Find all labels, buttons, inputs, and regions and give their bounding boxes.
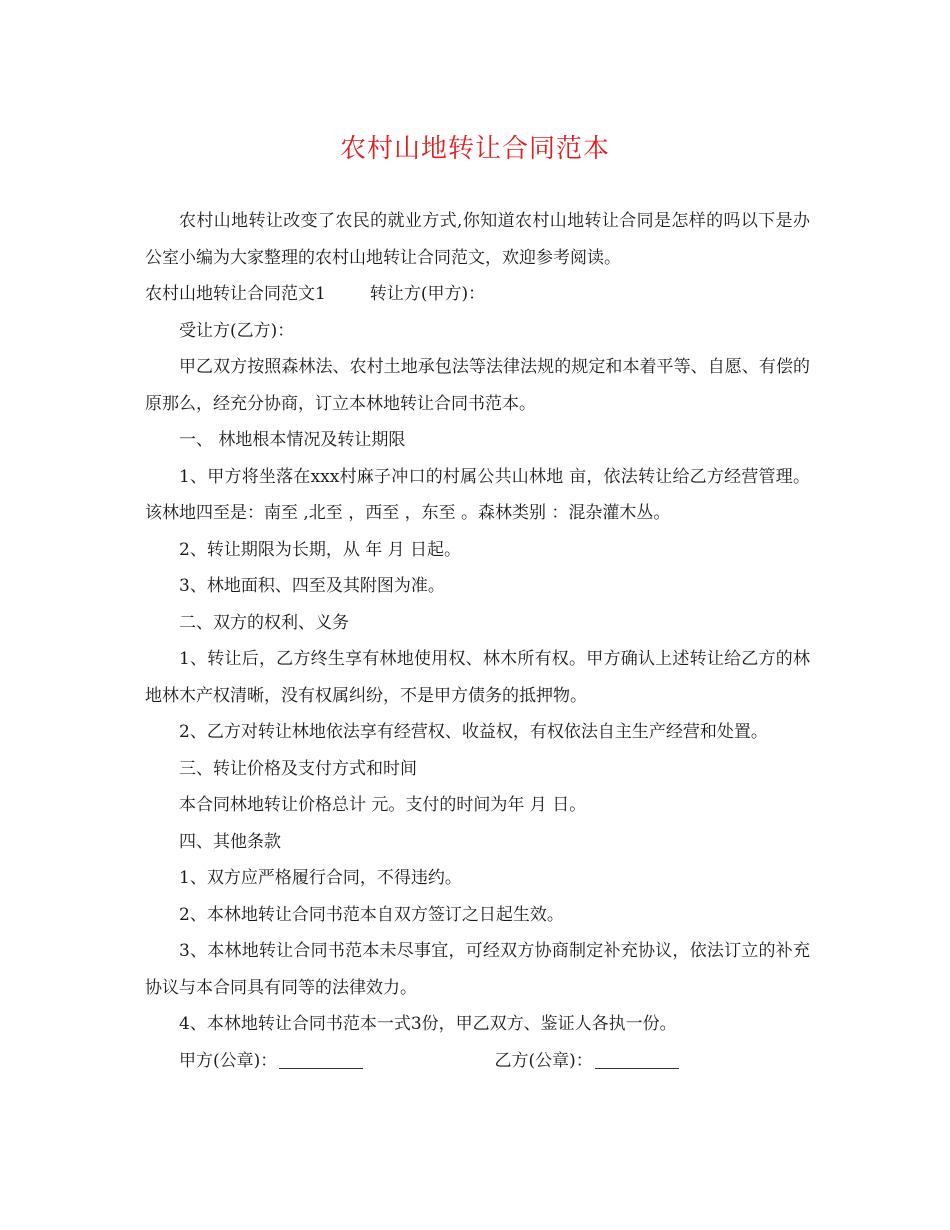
section-heading: 三、转让价格及支付方式和时间	[179, 758, 417, 779]
clause-paragraph: 1、双方应严格履行合同，不得违约。	[179, 868, 462, 888]
section-heading: 一、 林地根本情况及转让期限	[179, 430, 406, 450]
party-a-label: 甲方(公章)：	[179, 1050, 278, 1071]
clause-paragraph: 3、本林地转让合同书范本未尽事宜，可经双方协商制定补充协议，依法订立的补充协议与本合同具有同等的法律效力。	[145, 941, 810, 998]
transferor-label: 转让方(甲方)：	[369, 284, 486, 304]
clause-paragraph: 2、乙方对转让林地依法享有经营权、收益权，有权依法自主生产经营和处置。	[179, 722, 768, 742]
clause-paragraph: 3、林地面积、四至及其附图为准。	[179, 576, 445, 596]
document-body	[145, 203, 810, 1079]
section-heading: 四、其他条款	[179, 831, 281, 852]
clause-paragraph: 4、本林地转让合同书范本一式3份，甲乙双方、鉴证人各执一份。	[179, 1014, 677, 1034]
sample-heading-line	[145, 276, 810, 313]
document-title: 农村山地转让合同范本	[339, 134, 610, 164]
clause-paragraph: 1、甲方将坐落在xxx村麻子冲口的村属公共山林地 亩，依法转让给乙方经营管理。该林地四至是：南至 ,北至 ，西至 ，东至 。森林类别 ：混杂灌木丛。	[145, 466, 810, 523]
party-b-label: 乙方(公章)：	[494, 1050, 593, 1071]
party-b-signature-line	[595, 1050, 679, 1069]
clause-paragraph: 2、本林地转让合同书范本自双方签订之日起生效。	[179, 904, 564, 925]
clause-paragraph: 本合同林地转让价格总计 元。支付的时间为年 月 日。	[179, 795, 587, 815]
clause-paragraph: 1、转让后，乙方终生享有林地使用权、林木所有权。甲方确认上述转让给乙方的林地林木产权清晰，没有权属纠纷，不是甲方债务的抵押物。	[145, 649, 810, 706]
preamble-paragraph: 甲乙双方按照森林法、农村土地承包法等法律法规的规定和本着平等、自愿、有偿的原那么，经充分协商，订立本林地转让合同书范本。	[145, 357, 810, 414]
transferee-label: 受让方(乙方)：	[179, 320, 295, 341]
sample-heading: 农村山地转让合同范文1	[145, 284, 326, 304]
party-b-signature	[495, 1043, 811, 1080]
party-a-signature-line	[279, 1050, 363, 1069]
section-heading: 二、双方的权利、义务	[179, 612, 349, 633]
party-a-signature	[179, 1043, 495, 1080]
intro-paragraph: 农村山地转让改变了农民的就业方式,你知道农村山地转让合同是怎样的吗以下是办公室小编为大家整理的农村山地转让合同范文，欢迎参考阅读。	[145, 211, 810, 268]
clause-paragraph: 2、转让期限为长期，从 年 月 日起。	[179, 539, 462, 560]
signature-row	[145, 1043, 810, 1080]
